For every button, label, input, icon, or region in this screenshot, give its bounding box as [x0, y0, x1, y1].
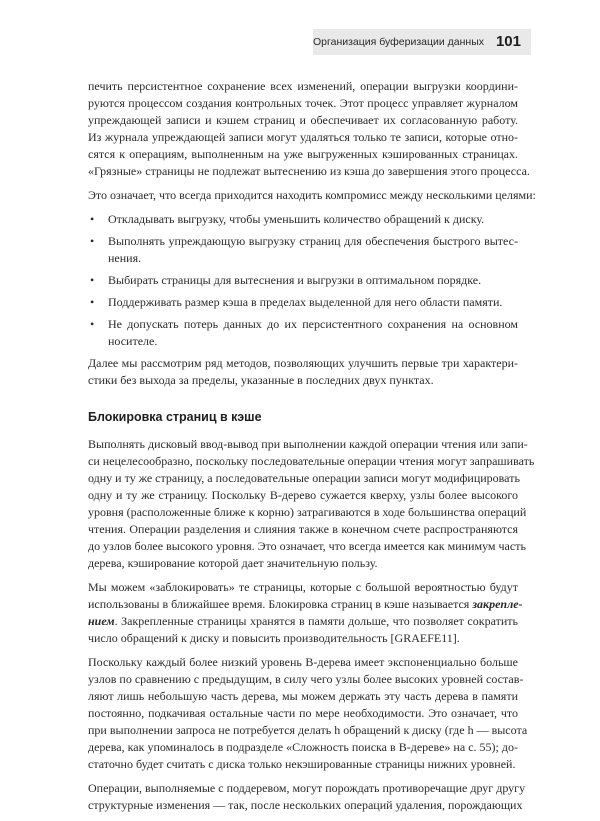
emphasized-term: нием: [88, 614, 115, 628]
paragraph-1: [88, 78, 530, 180]
text-line: Из журнала упреждающей записи могут удаляться только те записи, которые отно-: [88, 130, 518, 144]
text-line: одну и ту же страницу, а последовательные операции записи могут модифицировать: [88, 471, 520, 485]
text-line: дерева, как упоминалось в подразделе «Сложность поиска в B-дереве» на с. 55); до-: [88, 740, 518, 754]
text-line: постоянно, подкачивая остальные части по мере необходимости. Это означает, что: [88, 706, 518, 720]
bullet-marker: •: [90, 317, 95, 331]
running-header: [313, 29, 531, 55]
text-line: сятся к операциям, выполненным на уже выгруженных кэшированных страницах.: [88, 147, 518, 161]
text-line: одну и ту же страницу. Поскольку B-дерево сужается кверху, узлы более высокого: [88, 488, 518, 502]
text-line: руются процессом создания контрольных точек. Этот процесс управляет журналом: [88, 96, 519, 110]
text-line: нием. Закрепленные страницы хранятся в памяти дольше, что позволяет сократить: [88, 614, 518, 628]
text-line: Выбирать страницы для вытеснения и выгрузки в оптимальном порядке.: [108, 273, 482, 287]
bullet-marker: •: [90, 273, 95, 287]
text-line: Это означает, что всегда приходится находить компромисс между несколькими целями:: [88, 188, 536, 202]
text-line: Далее мы рассмотрим ряд методов, позволяющих улучшить первые три характери-: [88, 356, 518, 370]
list-item: [88, 272, 518, 289]
text-line: статочно будет считать с диска только некэшированные страницы нижних уровней.: [88, 757, 516, 771]
text-line: носителе.: [108, 334, 158, 348]
text-line: Операции, выполняемые с поддеревом, могут порождать противоречащие друг другу: [88, 781, 526, 795]
text-line: ляют лишь небольшую часть дерева, мы можем держать эту часть дерева в памяти: [88, 689, 518, 703]
text-line: Не допускать потерь данных до их персистентного сохранения на основном: [108, 317, 518, 331]
text-line: стики без выхода за пределы, указанные в последних двух пунктах.: [88, 373, 434, 387]
text-line: уровня (расположенные ближе к корню) затрагиваются в ходе большинства операций: [88, 505, 527, 519]
paragraph-3: [88, 355, 518, 389]
text-line: нения.: [108, 251, 142, 265]
paragraph-5: [88, 579, 523, 647]
page-body: [88, 70, 536, 821]
chapter-title: Организация буферизации данных: [313, 36, 485, 48]
text-line: дерева, кэширование которой дает значительную пользу.: [88, 556, 378, 570]
text-line: до узлов более высокого уровня. Это означает, что всегда имеется как минимум часть: [88, 539, 526, 553]
paragraph-7: [88, 780, 526, 814]
emphasized-term: контрольных точек: [235, 96, 334, 110]
text-line: Выполнять дисковый ввод-вывод при выполнении каждой операции чтения или запи-: [88, 437, 528, 451]
text-line: число обращений к диску и повысить производительность [GRAEFE11].: [88, 631, 460, 645]
bullet-marker: •: [90, 295, 95, 309]
text-line: упреждающей записи и кэшем страниц и обеспечивает их согласованную работу.: [88, 113, 518, 127]
text-line: при выполнении запроса не потребуется делать h обращений к диску (где h — высота: [88, 723, 528, 737]
text-line: Поскольку каждый более низкий уровень B-дерева имеет экспоненциально больше: [88, 655, 518, 669]
paragraph-4: [88, 436, 535, 572]
text-line: использованы в ближайшее время. Блокировка страниц в кэше называется закрепле-: [88, 597, 523, 611]
emphasized-term: h: [334, 723, 341, 737]
list-item: [88, 211, 518, 228]
bullet-marker: •: [90, 234, 95, 248]
text-line: чтения. Операции разделения и слияния также в конечном счете распространяются: [88, 522, 518, 536]
text-line: Поддерживать размер кэша в пределах выделенной для него области памяти.: [108, 295, 503, 309]
bullet-marker: •: [90, 212, 95, 226]
paragraph-6: [88, 654, 528, 773]
text-line: узлов по сравнению с предыдущим, в силу чего узлы более высоких уровней состав-: [88, 672, 524, 686]
text-line: Откладывать выгрузку, чтобы уменьшить количество обращений к диску.: [108, 212, 485, 226]
section-heading: Блокировка страниц в кэше: [88, 410, 262, 424]
text-line: си нецелесообразно, поскольку последовательные операции чтения могут запрашивать: [88, 454, 535, 468]
text-line: печить персистентное сохранение всех изменений, операции выгрузки координи-: [88, 79, 518, 93]
goals-list: [88, 211, 518, 350]
text-line: «Грязные» страницы не подлежат вытеснению из кэша до завершения этого процесса.: [88, 164, 530, 178]
paragraph-2: [88, 187, 536, 204]
emphasized-term: закрепле-: [472, 597, 523, 611]
list-item: [88, 233, 518, 267]
text-line: Выполнять упреждающую выгрузку страниц для обеспечения быстрого вытес-: [108, 234, 518, 248]
text-line: структурные изменения — так, после нескольких операций удаления, порождающих: [88, 798, 523, 812]
text-line: Мы можем «заблокировать» те страницы, которые с большой вероятностью будут: [88, 580, 518, 594]
page-number: 101: [495, 33, 521, 50]
emphasized-term: h: [467, 723, 474, 737]
list-item: [88, 316, 518, 350]
list-item: [88, 294, 518, 311]
